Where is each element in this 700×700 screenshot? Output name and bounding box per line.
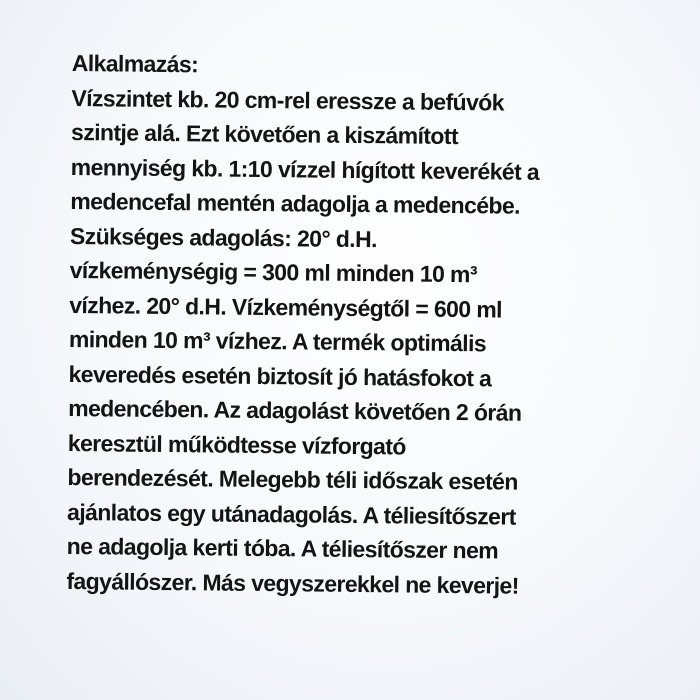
instruction-line-8: minden 10 m³ vízhez. A termék optimális [68, 325, 487, 357]
instruction-line-2: szintje alá. Ezt követően a kiszámított [70, 118, 459, 150]
usage-heading: Alkalmazás: [71, 49, 199, 78]
instruction-line-14: ne adagolja kerti tóba. A téliesítőszer nem [66, 532, 499, 564]
instruction-line-13: ajánlatos egy utánadagolás. A téliesítőszert [66, 498, 516, 530]
instruction-line-7: vízhez. 20° d.H. Vízkeménységtől = 600 ml [69, 291, 503, 323]
instruction-line-12: berendezését. Melegebb téli időszak esetén [67, 463, 518, 495]
instruction-line-15: fagyállószer. Más vegyszerekkel ne keverje! [66, 567, 519, 599]
instruction-line-9: keveredés esetén biztosít jó hatásfokot a [68, 360, 492, 391]
usage-instructions [66, 46, 692, 604]
instruction-line-4: medencefal mentén adagolja a medencébe. [70, 187, 521, 219]
instruction-line-5: Szükséges adagolás: 20° d.H. [69, 222, 377, 252]
instruction-line-6: vízkeménységig = 300 ml minden 10 m³ [69, 256, 478, 288]
instruction-line-10: medencében. Az adagolást követően 2 órán [68, 394, 522, 426]
instruction-line-1: Vízszintet kb. 20 cm-rel eressze a befúvók [71, 84, 505, 116]
instruction-line-11: keresztül működtesse vízforgató [67, 429, 406, 460]
instruction-line-3: mennyiség kb. 1:10 vízzel hígított keverékét a [70, 153, 540, 185]
